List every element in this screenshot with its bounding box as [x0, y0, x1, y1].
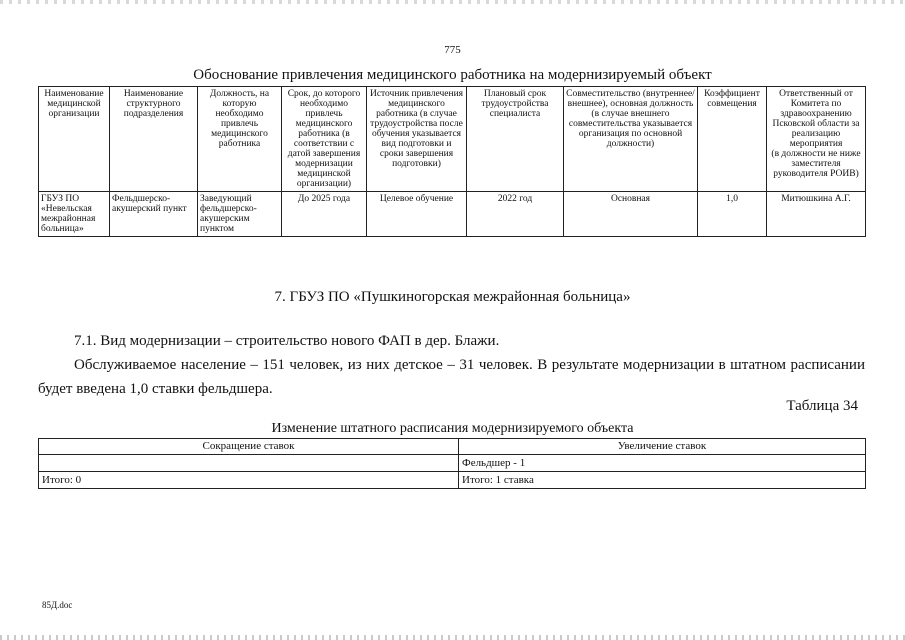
cell-coefficient: 1,0: [698, 192, 767, 237]
header-responsible-note: (в должности не ниже заместителя руководителя РОИВ): [771, 149, 861, 179]
header-source: Источник привлечения медицинского работника (в случае трудоустройства после обучения указывается вид подготовки и сроки завершения подготовки): [367, 87, 467, 192]
cell-planned-date: 2022 год: [467, 192, 564, 237]
cell-increase-total: Итого: 1 ставка: [459, 472, 866, 489]
cell-org-name: ГБУЗ ПО «Невельская межрайонная больница»: [39, 192, 110, 237]
header-coefficient: Коэффициент совмещения: [698, 87, 767, 192]
footer-filename: 85Д.doc: [42, 600, 73, 610]
scan-artifact-bottom: [0, 635, 905, 640]
cell-position: Заведующий фельдшерско-акушерским пунктом: [198, 192, 282, 237]
paragraph-population: Обслуживаемое население – 151 человек, из них детское – 31 человек. В результате модернизации в штатном расписании будет введена 1,0 ставки фельдшера.: [38, 357, 865, 397]
table2-header-row: [39, 439, 866, 455]
cell-reduction-total: Итого: 0: [39, 472, 459, 489]
justification-table: [38, 86, 866, 237]
page-number: 775: [444, 44, 461, 56]
cell-source: Целевое обучение: [367, 192, 467, 237]
cell-responsible: Митюшкина А.Г.: [767, 192, 866, 237]
table-row-total: [39, 472, 866, 489]
header-subdivision: Наименование структурного подразделения: [110, 87, 198, 192]
scan-artifact-top: [0, 0, 905, 4]
header-combination: Совместительство (внутреннее/внешнее), основная должность (в случае внешнего совместительства указывается организация по основной должности): [564, 87, 698, 192]
table1-header-row: [39, 87, 866, 192]
header-reduction: Сокращение ставок: [39, 439, 459, 455]
table-label: Таблица 34: [786, 398, 858, 414]
cell-combination: Основная: [564, 192, 698, 237]
table2-title: Изменение штатного расписания модернизируемого объекта: [271, 421, 634, 436]
header-increase: Увеличение ставок: [459, 439, 866, 455]
paragraph-modernization-type: 7.1. Вид модернизации – строительство нового ФАП в дер. Блажи.: [74, 333, 500, 349]
cell-reduction: [39, 455, 459, 472]
cell-deadline: До 2025 года: [282, 192, 367, 237]
staffing-change-table: [38, 438, 866, 489]
section-heading: 7. ГБУЗ ПО «Пушкиногорская межрайонная больница»: [274, 289, 631, 305]
header-org-name: Наименование медицинской организации: [39, 87, 110, 192]
header-responsible: [767, 87, 866, 192]
header-position: Должность, на которую необходимо привлечь медицинского работника: [198, 87, 282, 192]
header-responsible-main: Ответственный от Комитета по здравоохранению Псковской области за реализацию мероприятия: [772, 89, 860, 149]
cell-subdivision: Фельдшерско-акушерский пункт: [110, 192, 198, 237]
table-row: [39, 192, 866, 237]
header-planned-date: Плановый срок трудоустройства специалиста: [467, 87, 564, 192]
table-row: [39, 455, 866, 472]
cell-increase: Фельдшер - 1: [459, 455, 866, 472]
table1-title: Обоснование привлечения медицинского работника на модернизируемый объект: [193, 67, 712, 83]
header-deadline: Срок, до которого необходимо привлечь медицинского работника (в соответствии с датой завершения модернизации медицинской организации): [282, 87, 367, 192]
